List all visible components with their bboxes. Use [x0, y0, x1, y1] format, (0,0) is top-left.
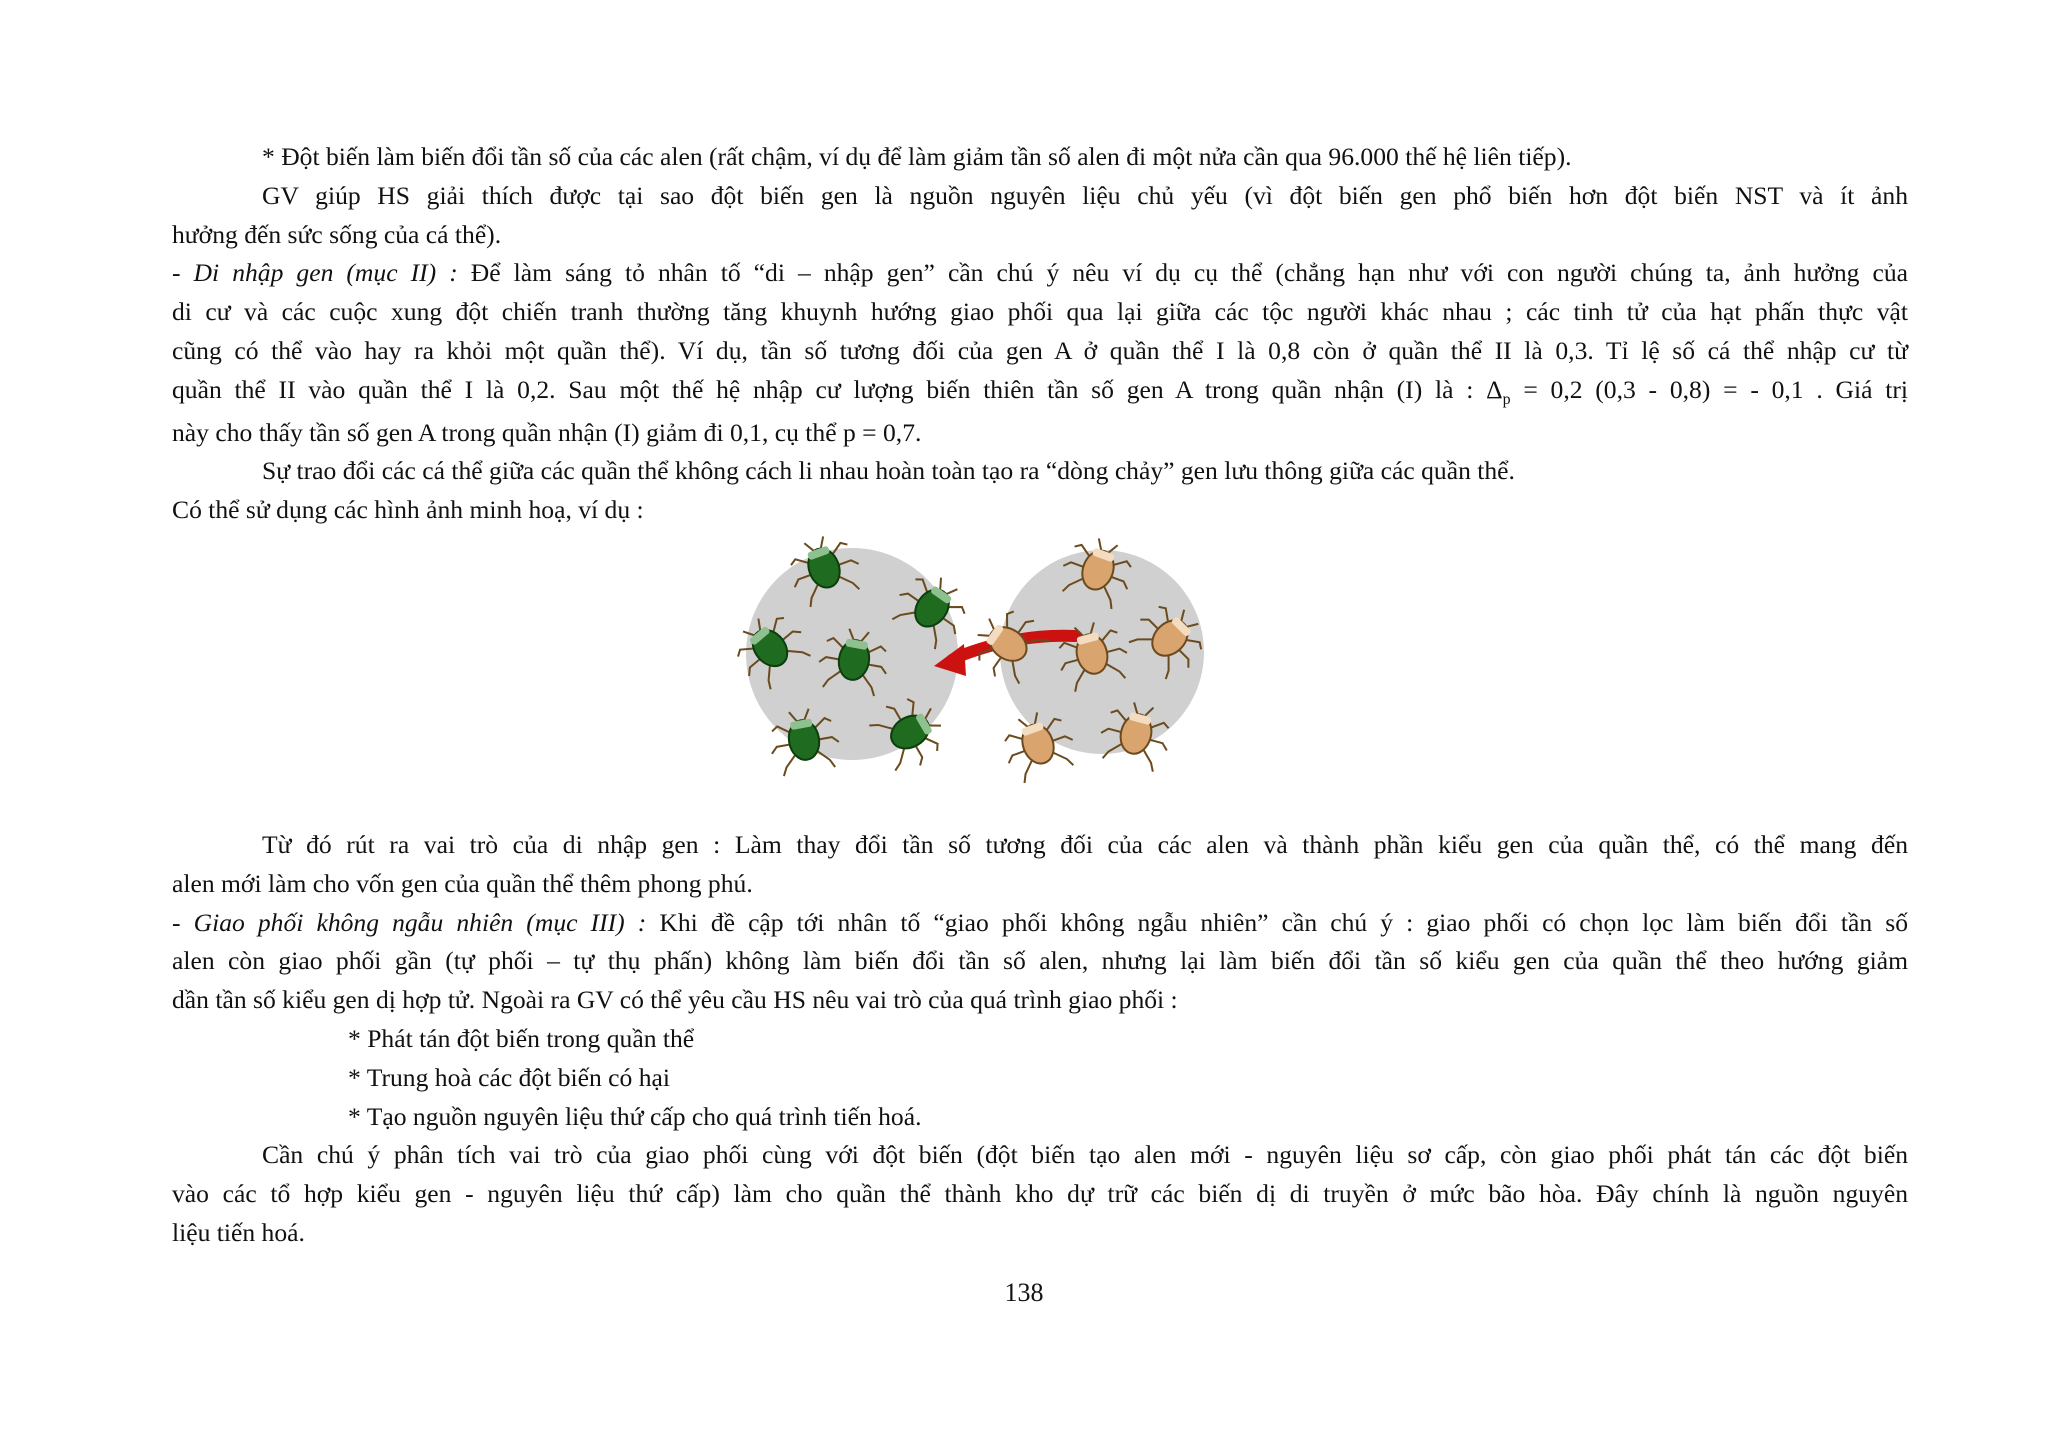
gene-flow-illustration [172, 530, 1908, 826]
paragraph-line: * Đột biến làm biến đổi tần số của các alen (rất chậm, ví dụ để làm giảm tần số alen đi một nửa cần qua 96.000 thế hệ liên tiếp). [262, 142, 1572, 171]
paragraph-line: cũng có thể vào hay ra khỏi một quần thể). Ví dụ, tần số tương đối của gen A ở quần thể I là 0,8 còn ở quần thể II là 0,3. Tỉ lệ số cá thể nhập cư từ [172, 335, 1908, 365]
paragraph-line: dần tần số kiểu gen dị hợp tử. Ngoài ra GV có thể yêu cầu HS nêu vai trò của quá trình giao phối : [172, 985, 1178, 1015]
page-content [172, 138, 1908, 1253]
paragraph-line: liệu tiến hoá. [172, 1217, 305, 1247]
paragraph-line [172, 254, 1908, 293]
paragraph-line: di cư và các cuộc xung đột chiến tranh thường tăng khuynh hướng giao phối qua lại giữa các tộc người khác nhau ; các tinh tử của hạt phấn thực vật [172, 297, 1908, 327]
paragraph-line: Cần chú ý phân tích vai trò của giao phối cùng với đột biến (đột biến tạo alen mới - nguyên liệu sơ cấp, còn giao phối phát tán các đột biến [262, 1140, 1908, 1170]
paragraph-line: alen mới làm cho vốn gen của quần thể thêm phong phú. [172, 868, 753, 898]
paragraph-line: alen còn giao phối gần (tự phối – tự thụ phấn) không làm biến đổi tần số alen, nhưng lại làm biến đổi tần số kiểu gen của quần thể theo hướng giảm [172, 946, 1908, 976]
paragraph-text: = 0,2 (0,3 - 0,8) = - 0,1 . Giá trị [1510, 374, 1908, 404]
paragraph-line: Có thể sử dụng các hình ảnh minh hoạ, ví dụ : [172, 495, 644, 525]
gene-flow-figure [712, 526, 1232, 786]
paragraph-line: vào các tổ hợp kiểu gen - nguyên liệu thứ cấp) làm cho quần thể thành kho dự trữ các biến dị di truyền ở mức bão hòa. Đây chính là nguồn nguyên [172, 1179, 1908, 1209]
paragraph-line: Sự trao đổi các cá thể giữa các quần thể không cách li nhau hoàn toàn tạo ra “dòng chảy” gen lưu thông giữa các quần thể. [262, 456, 1515, 486]
bullet-item: * Trung hoà các đột biến có hại [348, 1062, 670, 1092]
bullet-item: * Phát tán đột biến trong quần thể [348, 1023, 695, 1053]
section-heading-di-nhap-gen: - Di nhập gen (mục II) : [172, 258, 458, 288]
paragraph-text: Khi đề cập tới nhân tố “giao phối không ngẫu nhiên” cần chú ý : giao phối có chọn lọc làm biến đổi tần số [646, 907, 1909, 937]
paragraph-line: Từ đó rút ra vai trò của di nhập gen : Làm thay đổi tần số tương đối của các alen và thành phần kiểu gen của quần thể, có thể mang đến [262, 829, 1908, 859]
paragraph-line: hưởng đến sức sống của cá thể). [172, 219, 502, 249]
paragraph-line: này cho thấy tần số gen A trong quần nhận (I) giảm đi 0,1, cụ thể p = 0,7. [172, 417, 922, 447]
paragraph-text: quần thể II vào quần thể I là 0,2. Sau một thế hệ nhập cư lượng biến thiên tần số gen A trong quần nhận (I) là : Δ [172, 374, 1503, 404]
paragraph-line [172, 371, 1908, 414]
paragraph-line: GV giúp HS giải thích được tại sao đột biến gen là nguồn nguyên liệu chủ yếu (vì đột biến gen phổ biến hơn đột biến NST và ít ảnh [262, 180, 1908, 210]
subscript-p: p [1502, 390, 1511, 408]
bullet-item: * Tạo nguồn nguyên liệu thứ cấp cho quá trình tiến hoá. [348, 1101, 922, 1131]
paragraph-text: Để làm sáng tỏ nhân tố “di – nhập gen” cần chú ý nêu ví dụ cụ thể (chẳng hạn như với con người chúng ta, ảnh hưởng của [457, 258, 1908, 288]
paragraph-line [172, 904, 1908, 943]
section-heading-giao-phoi: - Giao phối không ngẫu nhiên (mục III) : [172, 907, 647, 937]
page-number: 138 [1004, 1278, 1044, 1307]
